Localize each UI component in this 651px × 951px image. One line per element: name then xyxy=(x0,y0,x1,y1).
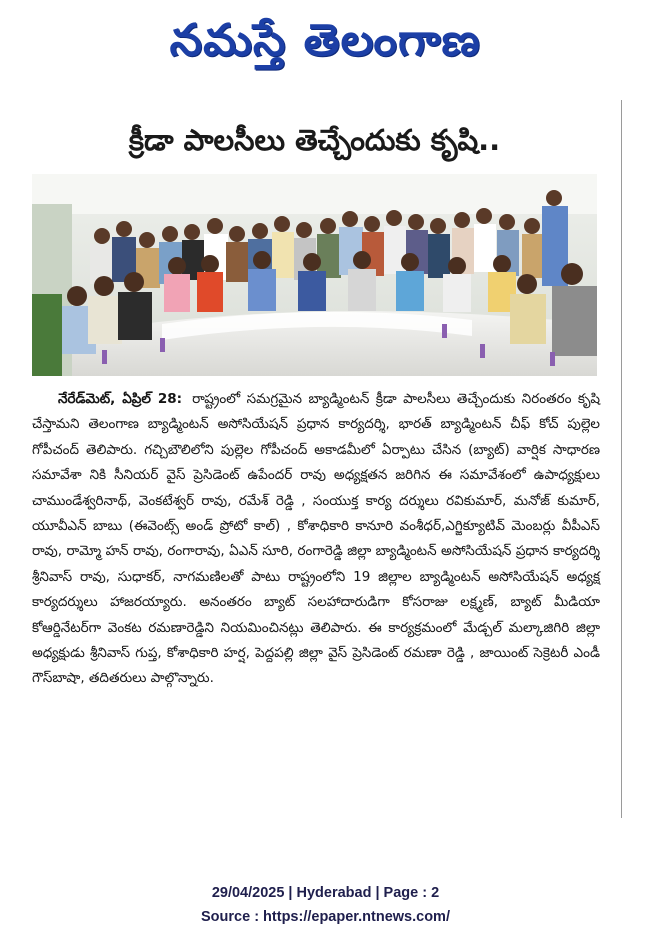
article-body xyxy=(32,387,600,692)
page-info: 29/04/2025 | Hyderabad | Page : 2 xyxy=(211,885,440,901)
source-info: Source : https://epaper.ntnews.com/ xyxy=(201,909,450,925)
group-photo xyxy=(32,174,597,376)
article-dateline: నేరేడ్‌మెట్, ఏప్రిల్ 28: xyxy=(58,391,183,407)
masthead-title: నమస్తే తెలంగాణ xyxy=(169,15,482,66)
article-headline: క్రీడా పాలసీలు తెచ్చేందుకు కృషి.. xyxy=(128,123,501,157)
column-divider xyxy=(621,100,622,818)
newspaper-masthead xyxy=(0,6,651,76)
article-text: రాష్ట్రంలో సమగ్రమైన బ్యాడ్మింటన్ క్రీడా పాలసీలు తెచ్చేందుకు నిరంతరం కృషి చేస్తామని తెలంగాణ బ్యాడ్మింటన్ అసోసియేషన్ ప్రధాన కార్యదర్శి, భారత్ బ్యాడ్మింటన్ చీఫ్ కోచ్ పుల్లెల గోపీచంద్ తెలిపారు. గచ్చిబౌలిలోని పుల్లెల గోపీచంద్ అకాడమీలో ఏర్పాటు చేసిన (బ్యాట్) వార్షిక సాధారణ సమావేశా నికి సీనియర్ వైస్ ప్రెసిడెంట్ ఉపేందర్ రావు అధ్యక్షతన జరిగిన ఈ సమావేశంలో ఉపాధ్యక్షులు చాముండేశ్వరినాథ్, వెంకటేశ్వర్ రావు, రమేశ్ రెడ్డి , సంయుక్త కార్య దర్శులు రవికుమార్, మనోజ్ కుమార్, యూవీఎన్ బాబు (ఈవెంట్స్ అండ్ ప్రోటో కాల్) , కోశాధికారి కానూరి వంశీధర్,ఎగ్జిక్యూటివ్ మెంబర్లు వీపీఎస్ రావు, రామ్మో హన్ రావు, రంగారావు, ఏఎన్ సూరి, రంగారెడ్డి జిల్లా బ్యాడ్మింటన్ అసోసియేషన్ ప్రధాన కార్యదర్శి శ్రీనివాస్ రావు, సుధాకర్, నాగమణిలతో పాటు రాష్ట్రంలోని 19 జిల్లాల బ్యాడ్మింటన్ అసోసియేషన్ అధ్యక్ష కార్యదర్శులు హాజరయ్యారు. అనంతరం బ్యాట్ సలహాదారుడిగా కోసరాజు లక్ష్మణ్, బ్యాట్ మీడియా కోఆర్డినేటర్‌గా వెంకట రమణారెడ్డిని నియమించినట్లు తెలిపారు. ఈ కార్యక్రమంలో మేడ్చల్ మల్కాజిగిరి జిల్లా అధ్యక్షుడు శ్రీనివాస్ గుప్త, కోశాధికారి హర్ష, పెద్దపల్లి జిల్లా వైస్ ప్రెసిడెంట్ రమణా రెడ్డి , జాయింట్ సెక్రెటరీ ఎండీ గౌస్‌బాషా, తదితరులు పాల్గొన్నారు. xyxy=(32,391,600,687)
group-photo-illustration xyxy=(32,174,597,376)
